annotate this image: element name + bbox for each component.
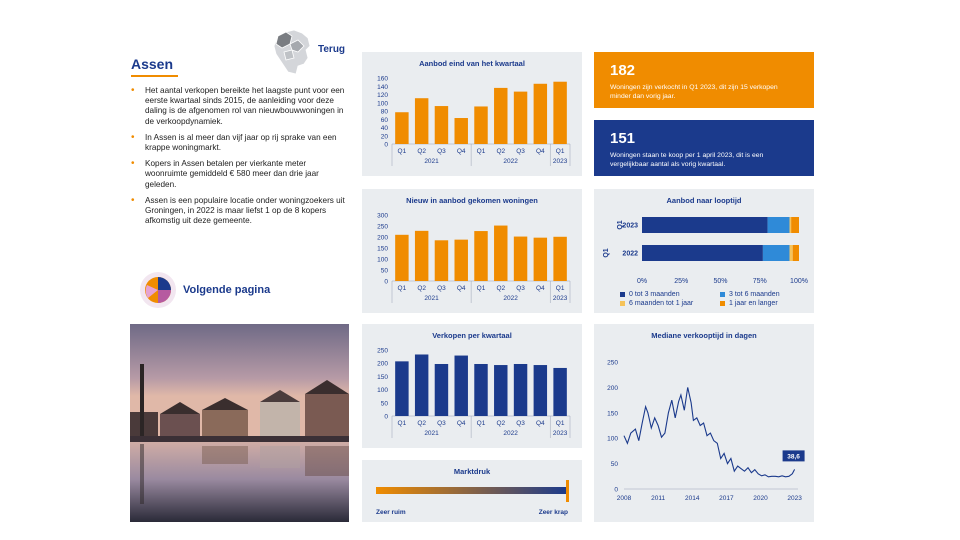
x-tick-label: 2011 bbox=[651, 495, 666, 502]
x-tick-label: Q3 bbox=[437, 148, 446, 155]
end-value-label: 38,6 bbox=[787, 453, 800, 461]
y-tick-label: 0 bbox=[384, 413, 388, 421]
group-label: 2021 bbox=[424, 430, 439, 437]
scale-marker bbox=[566, 480, 569, 502]
y-tick-label: 160 bbox=[377, 75, 388, 83]
x-tick-label: Q1 bbox=[397, 285, 407, 292]
group-label: 2022 bbox=[503, 158, 518, 165]
x-tick-label: Q2 bbox=[417, 285, 427, 292]
y-tick-label: 50 bbox=[380, 267, 388, 275]
bullet-item: • Het aantal verkopen bereikte het laagste punt voor een eerste kwartaal sinds 2015, de aanleiding voor deze daling is de afgenomen rol van nieuwbouwwoningen in de verkoopdynamiek. bbox=[131, 86, 346, 127]
stacked-bar-segment bbox=[642, 217, 768, 233]
next-page-button[interactable] bbox=[139, 271, 270, 309]
bar bbox=[553, 368, 566, 416]
chart-title: Aanbod naar looptijd bbox=[666, 196, 742, 205]
chart-title: Verkopen per kwartaal bbox=[432, 331, 512, 340]
kpi-value: 182 bbox=[610, 62, 636, 79]
stacked-bar-segment bbox=[791, 217, 799, 233]
y-tick-label: 250 bbox=[377, 347, 388, 355]
x-tick-label: Q1 bbox=[397, 148, 407, 155]
x-tick-label: 100% bbox=[790, 278, 808, 285]
bullet-item: • In Assen is al meer dan vijf jaar op rij sprake van een krappe woningmarkt. bbox=[131, 133, 346, 153]
city-photo bbox=[130, 324, 349, 522]
bar bbox=[474, 106, 487, 144]
y-tick-label: 100 bbox=[607, 435, 618, 443]
y-tick-label: 60 bbox=[380, 116, 388, 124]
bullet-list bbox=[131, 86, 346, 232]
stacked-bar-segment bbox=[768, 217, 790, 233]
x-tick-label: 75% bbox=[752, 278, 767, 285]
legend-entry: 3 tot 6 maanden bbox=[720, 291, 780, 298]
panel-verkooptijd bbox=[594, 324, 814, 522]
x-tick-label: Q2 bbox=[496, 285, 506, 292]
bar bbox=[415, 231, 428, 281]
x-tick-label: Q1 bbox=[476, 285, 486, 292]
legend-entry: 6 maanden tot 1 jaar bbox=[620, 300, 693, 307]
x-tick-label: Q2 bbox=[496, 420, 506, 427]
chart-aanbod bbox=[362, 52, 582, 176]
kpi-value: 151 bbox=[610, 130, 636, 147]
category-label: 2023 bbox=[622, 222, 638, 230]
kpi-supply bbox=[594, 120, 814, 176]
y-tick-label: 250 bbox=[607, 359, 618, 367]
bar bbox=[474, 231, 487, 281]
group-label: 2023 bbox=[552, 158, 568, 165]
chart-title: Aanbod eind van het kwartaal bbox=[419, 59, 525, 68]
x-tick-label: Q4 bbox=[456, 148, 466, 155]
bar bbox=[415, 354, 428, 416]
stacked-bar-segment bbox=[642, 245, 763, 261]
group-label: 2022 bbox=[503, 430, 518, 437]
y-tick-label: 0 bbox=[614, 486, 618, 494]
scale-min-label: Zeer ruim bbox=[376, 509, 406, 516]
group-label: Q1 bbox=[603, 248, 610, 258]
bar bbox=[435, 240, 448, 281]
stacked-bar-segment bbox=[793, 245, 799, 261]
legend-entry: 0 tot 3 maanden bbox=[620, 291, 680, 298]
x-tick-label: Q1 bbox=[555, 285, 565, 292]
x-tick-label: Q1 bbox=[397, 420, 407, 427]
y-tick-label: 250 bbox=[377, 223, 388, 231]
bar bbox=[415, 98, 428, 144]
x-tick-label: Q3 bbox=[437, 420, 446, 427]
chart-verkopen bbox=[362, 324, 582, 448]
pie-chart-icon bbox=[139, 271, 177, 309]
x-tick-label: Q1 bbox=[476, 148, 486, 155]
panel-nieuw-aanbod bbox=[362, 189, 582, 313]
x-tick-label: 2017 bbox=[719, 495, 734, 502]
y-tick-label: 50 bbox=[610, 461, 618, 469]
x-tick-label: Q3 bbox=[516, 420, 525, 427]
bar bbox=[454, 118, 467, 144]
panel-verkopen bbox=[362, 324, 582, 448]
x-tick-label: Q2 bbox=[417, 148, 427, 155]
chart-title: Mediane verkooptijd in dagen bbox=[651, 331, 757, 340]
x-tick-label: Q3 bbox=[516, 285, 525, 292]
bar bbox=[494, 88, 507, 144]
back-link[interactable]: Terug bbox=[318, 44, 346, 55]
y-tick-label: 100 bbox=[377, 100, 388, 108]
stacked-bar-segment bbox=[790, 245, 793, 261]
x-tick-label: Q2 bbox=[496, 148, 506, 155]
page-title: Assen bbox=[131, 56, 174, 72]
x-tick-label: 2023 bbox=[787, 495, 802, 502]
y-tick-label: 0 bbox=[384, 278, 388, 286]
x-tick-label: Q4 bbox=[535, 285, 545, 292]
bar bbox=[435, 364, 448, 416]
kpi-text: Woningen staan te koop per 1 april 2023, dit is een vergelijkbaar aantal als vorig kwartaal. bbox=[610, 152, 764, 168]
group-label: 2023 bbox=[552, 295, 568, 302]
bar bbox=[395, 112, 408, 144]
x-tick-label: 2020 bbox=[753, 495, 768, 502]
x-tick-label: Q1 bbox=[555, 420, 565, 427]
x-tick-label: Q1 bbox=[476, 420, 486, 427]
y-tick-label: 120 bbox=[377, 92, 388, 99]
bar bbox=[514, 364, 527, 416]
y-tick-label: 300 bbox=[377, 212, 388, 220]
chart-title: Marktdruk bbox=[453, 467, 491, 476]
bar bbox=[474, 364, 487, 416]
x-tick-label: Q2 bbox=[417, 420, 427, 427]
x-tick-label: Q3 bbox=[516, 148, 525, 155]
x-tick-label: 2008 bbox=[616, 495, 632, 502]
y-tick-label: 150 bbox=[377, 245, 388, 253]
y-tick-label: 150 bbox=[607, 410, 618, 418]
bar bbox=[514, 92, 527, 144]
panel-marktdruk bbox=[362, 460, 582, 522]
x-tick-label: 25% bbox=[674, 278, 689, 285]
panel-aanbod bbox=[362, 52, 582, 176]
back-button[interactable] bbox=[272, 28, 316, 76]
group-label: 2023 bbox=[552, 430, 568, 437]
y-tick-label: 200 bbox=[377, 234, 388, 242]
x-tick-label: 0% bbox=[636, 278, 648, 285]
kpi-sales bbox=[594, 52, 814, 108]
bar bbox=[553, 82, 566, 144]
chart-title: Nieuw in aanbod gekomen woningen bbox=[406, 196, 538, 205]
chart-verkooptijd bbox=[594, 324, 814, 522]
group-label: Q1 bbox=[617, 220, 624, 230]
province-map-icon bbox=[272, 28, 316, 76]
y-tick-label: 20 bbox=[380, 133, 388, 141]
stacked-bar-segment bbox=[790, 217, 792, 233]
category-label: 2022 bbox=[622, 250, 638, 258]
x-tick-label: Q3 bbox=[437, 285, 446, 292]
x-tick-label: Q4 bbox=[535, 420, 545, 427]
x-tick-label: Q1 bbox=[555, 148, 565, 155]
y-tick-label: 200 bbox=[607, 384, 618, 392]
x-tick-label: Q4 bbox=[535, 148, 545, 155]
series-line bbox=[624, 387, 795, 476]
next-page-label: Volgende pagina bbox=[183, 284, 271, 296]
group-label: 2022 bbox=[503, 295, 518, 302]
y-tick-label: 100 bbox=[377, 387, 388, 395]
y-tick-label: 50 bbox=[380, 400, 388, 408]
x-tick-label: 2014 bbox=[685, 495, 700, 502]
stacked-bar-segment bbox=[763, 245, 790, 261]
legend-entry: 1 jaar en langer bbox=[720, 300, 778, 307]
y-tick-label: 80 bbox=[380, 108, 388, 116]
x-tick-label: Q4 bbox=[456, 420, 466, 427]
group-label: 2021 bbox=[424, 295, 439, 302]
scale-gradient bbox=[376, 487, 568, 494]
bullet-item: • Kopers in Assen betalen per vierkante meter woonruimte gemiddeld € 580 meer dan drie jaar geleden. bbox=[131, 159, 346, 190]
scale-max-label: Zeer krap bbox=[538, 509, 568, 516]
bar bbox=[514, 237, 527, 281]
y-tick-label: 0 bbox=[384, 141, 388, 149]
y-tick-label: 140 bbox=[377, 83, 388, 91]
title-underline bbox=[131, 75, 178, 77]
bar bbox=[534, 365, 547, 416]
bar bbox=[395, 235, 408, 281]
bar bbox=[454, 356, 467, 416]
y-tick-label: 200 bbox=[377, 360, 388, 368]
y-tick-label: 150 bbox=[377, 373, 388, 381]
bar bbox=[553, 237, 566, 281]
y-tick-label: 40 bbox=[380, 125, 388, 132]
bar bbox=[534, 238, 547, 281]
bar bbox=[494, 226, 507, 281]
y-tick-label: 100 bbox=[377, 256, 388, 264]
x-tick-label: 50% bbox=[713, 278, 728, 285]
x-tick-label: Q4 bbox=[456, 285, 466, 292]
bar bbox=[534, 84, 547, 144]
bar bbox=[494, 365, 507, 416]
bar bbox=[435, 106, 448, 144]
bar bbox=[395, 361, 408, 416]
group-label: 2021 bbox=[424, 158, 439, 165]
kpi-text: Woningen zijn verkocht in Q1 2023, dit zijn 15 verkopen minder dan vorig jaar. bbox=[610, 84, 778, 100]
chart-nieuw-aanbod bbox=[362, 189, 582, 313]
bar bbox=[454, 240, 467, 281]
bullet-item: • Assen is een populaire locatie onder woningzoekers uit Groningen, in 2022 is maar liefst 1 op de 8 kopers afkomstig uit deze gemeente. bbox=[131, 196, 346, 227]
panel-looptijd bbox=[594, 189, 814, 313]
